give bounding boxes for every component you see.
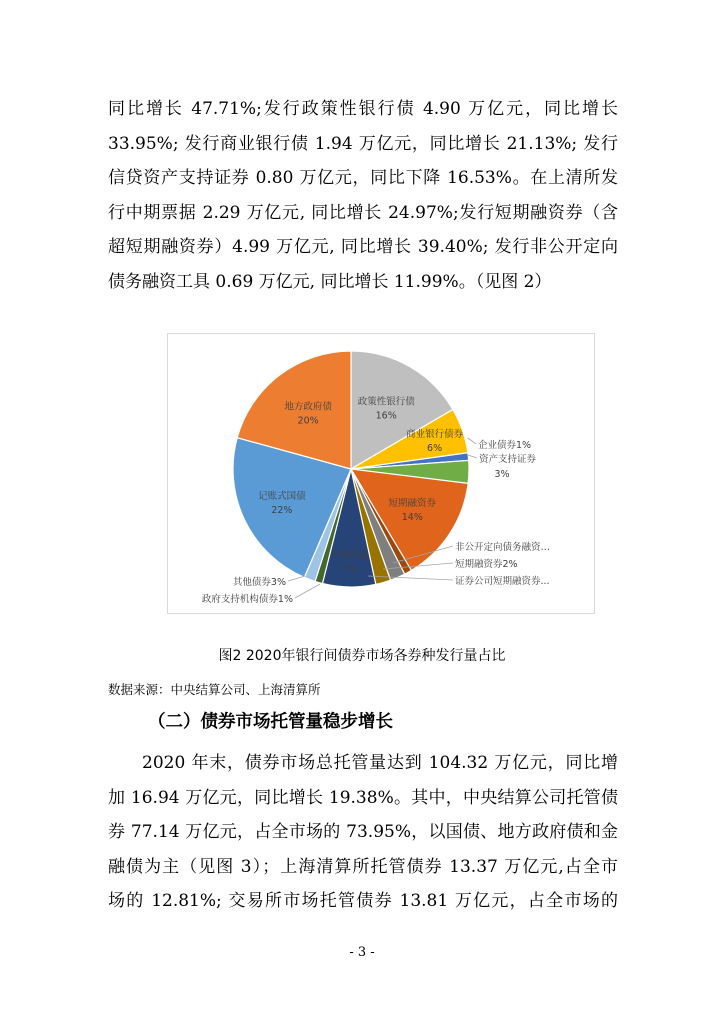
slice-label: 非公开定向债务融资… — [455, 542, 551, 553]
slice-percent: 14% — [401, 512, 423, 523]
slice-percent: 22% — [271, 505, 293, 517]
data-source: 数据来源：中央结算公司、上海清算所 — [108, 682, 321, 697]
page-number: - 3 - — [349, 945, 375, 960]
slice-label: 商业银行债券 — [406, 429, 464, 440]
leader-line — [468, 438, 476, 444]
text-line: 行中期票据 2.29 万亿元, 同比增长 24.97%;发行短期融资券（含 — [108, 202, 618, 223]
slice-label: 企业债券1% — [478, 440, 532, 451]
leader-line — [295, 584, 320, 598]
slice-label: 短期融资券 — [388, 498, 437, 509]
slice-label: 政府支持机构债券1% — [201, 594, 293, 605]
slice-label: 资产支持证券 — [479, 454, 537, 465]
body-paragraph-1 — [108, 92, 618, 299]
slice-label: 地方政府债 — [284, 401, 332, 413]
pie-chart-frame — [167, 333, 595, 614]
slice-label: 其他债券3% — [232, 577, 286, 588]
slice-label: 短期融资券2% — [455, 559, 518, 570]
slice-percent: 20% — [297, 415, 319, 427]
section-heading: （二）债券市场托管量稳步增长 — [148, 712, 393, 732]
text-line: 加 16.94 万亿元，同比增长 19.38%。其中，中央结算公司托管债 — [108, 787, 618, 808]
slice-percent: 3% — [494, 469, 510, 480]
slice-label: 中期票据 — [330, 550, 369, 561]
text-line: 超短期融资券）4.99 万亿元, 同比增长 39.40%; 发行非公开定向 — [108, 237, 618, 257]
figure-caption: 图2 2020年银行间债券市场各券种发行量占比 — [218, 648, 506, 664]
slice-percent: 16% — [375, 410, 397, 422]
text-line: 33.95%; 发行商业银行债 1.94 万亿元，同比增长 21.13%; 发行 — [108, 133, 618, 154]
slice-label: 记账式国债 — [258, 491, 306, 503]
leader-line — [468, 455, 477, 458]
text-line: 信贷资产支持证券 0.80 万亿元，同比下降 16.53%。在上清所发 — [108, 168, 618, 188]
text-line: 债务融资工具 0.69 万亿元, 同比增长 11.99%。（见图 2） — [108, 271, 552, 292]
slice-label: 政策性银行债 — [357, 396, 415, 408]
slice-percent: 6% — [427, 443, 443, 454]
pie-chart — [168, 334, 594, 613]
text-line: 2020 年末，债券市场总托管量达到 104.32 万亿元，同比增 — [142, 753, 618, 773]
text-line: 同比增长 47.71%;发行政策性银行债 4.90 万亿元，同比增长 — [108, 99, 618, 119]
text-line: 场的 12.81%; 交易所市场托管债券 13.81 万亿元，占全市场的 — [108, 891, 618, 911]
body-paragraph-2 — [108, 746, 618, 919]
slice-label: 证券公司短期融资券... — [455, 576, 550, 587]
leader-line — [288, 576, 305, 581]
slice-percent: 7% — [341, 564, 358, 575]
text-line: 融债为主（见图 3）；上海清算所托管债券 13.37 万亿元,占全市 — [108, 856, 618, 877]
text-line: 券 77.14 万亿元，占全市场的 73.95%，以国债、地方政府债和金 — [108, 822, 618, 842]
